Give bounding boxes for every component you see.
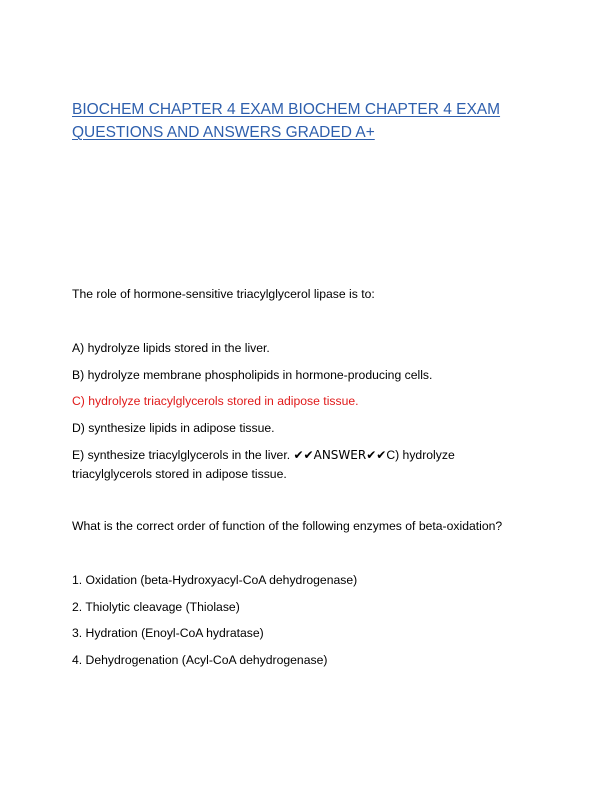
- document-title-link[interactable]: BIOCHEM CHAPTER 4 EXAM BIOCHEM CHAPTER 4 EXAM QUESTIONS AND ANSWERS GRADED A+: [72, 101, 501, 141]
- question-2-step-2: 2. Thiolytic cleavage (Thiolase): [72, 600, 240, 614]
- option-e-text: E) synthesize triacylglycerols in the liver.: [72, 448, 294, 462]
- question-1-option-b: B) hydrolyze membrane phospholipids in hormone-producing cells.: [72, 368, 433, 382]
- question-1-option-d: D) synthesize lipids in adipose tissue.: [72, 421, 275, 435]
- question-1-option-a: A) hydrolyze lipids stored in the liver.: [72, 341, 270, 355]
- question-1-option-e-with-answer: [72, 446, 492, 484]
- question-2-step-1: 1. Oxidation (beta-Hydroxyacyl-CoA dehydrogenase): [72, 573, 358, 587]
- answer-marker: ✔✔ANSWER✔✔: [293, 448, 387, 462]
- question-2-step-4: 4. Dehydrogenation (Acyl-CoA dehydrogenase): [72, 653, 328, 667]
- question-2-prompt: What is the correct order of function of the following enzymes of beta-oxidation?: [72, 519, 503, 533]
- question-2-step-3: 3. Hydration (Enoyl-CoA hydratase): [72, 626, 264, 640]
- answer-text: C) hydrolyze triacylglycerols stored in adipose tissue.: [72, 448, 455, 481]
- question-1-option-c-highlighted: C) hydrolyze triacylglycerols stored in adipose tissue.: [72, 394, 359, 408]
- question-1-prompt: The role of hormone-sensitive triacylglycerol lipase is to:: [72, 287, 375, 301]
